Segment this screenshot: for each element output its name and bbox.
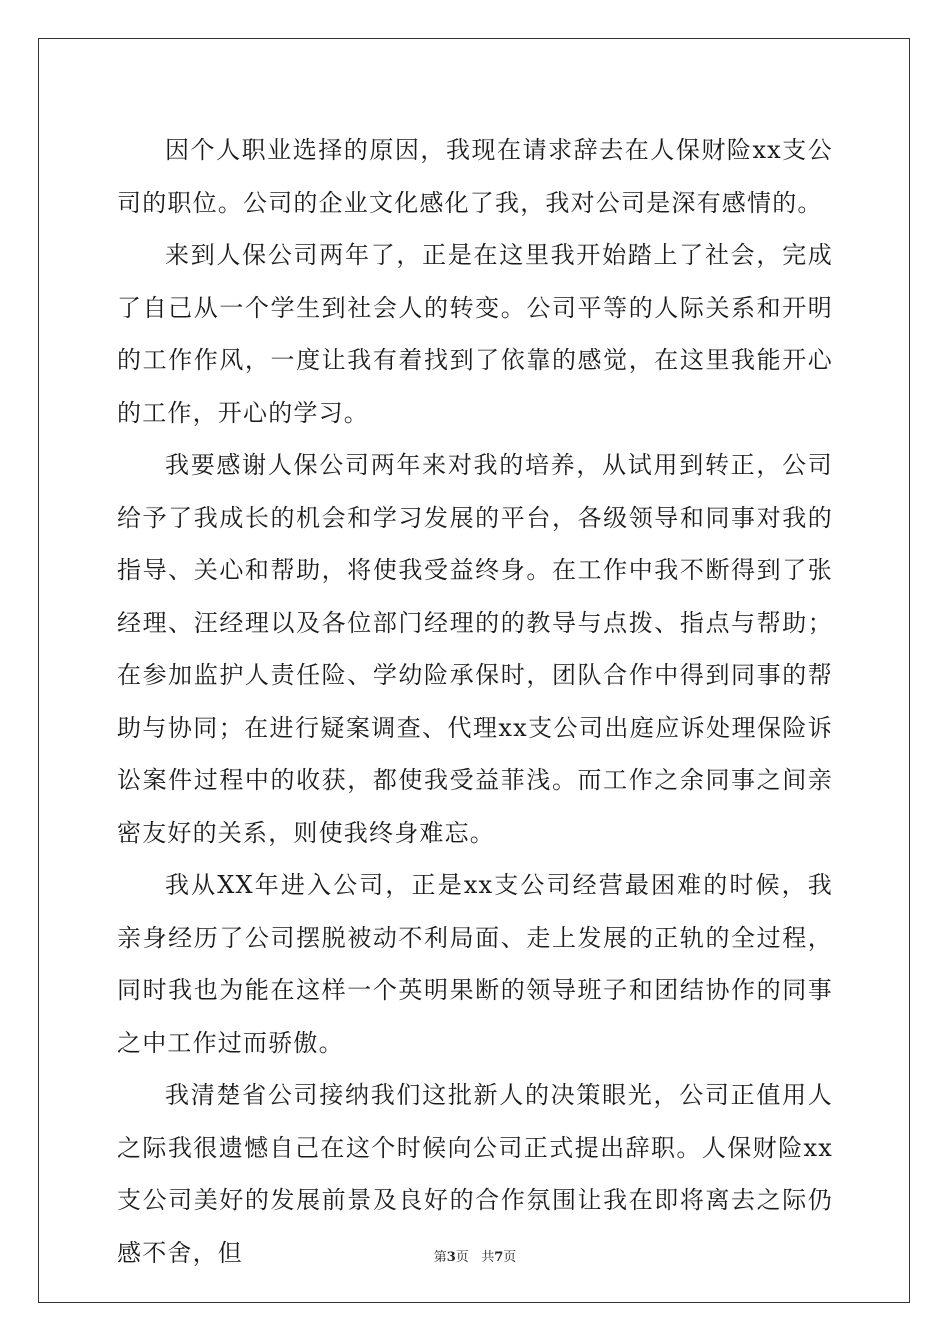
paragraph-5: 我清楚省公司接纳我们这批新人的决策眼光，公司正值用人之际我很遗憾自己在这个时候向公司正式提出辞职。人保财险xx支公司美好的发展前景及良好的合作氛围让我在即将离去之际仍感不舍，但	[117, 1081, 833, 1267]
total-pages: 7	[494, 1250, 504, 1265]
paragraph-1: 因个人职业选择的原因，我现在请求辞去在人保财险xx支公司的职位。公司的企业文化感化了我，我对公司是深有感情的。	[117, 136, 833, 217]
page-prefix: 第	[433, 1250, 447, 1265]
page-number: 3	[446, 1250, 456, 1265]
total-prefix: 共	[481, 1250, 495, 1265]
paragraph-3: 我要感谢人保公司两年来对我的培养，从试用到转正，公司给予了我成长的机会和学习发展的平台，各级领导和同事对我的指导、关心和帮助，将使我受益终身。在工作中我不断得到了张经理、汪经理以及各位部门经理的的教导与点拨、指点与帮助；在参加监护人责任险、学幼险承保时，团队合作中得到同事的帮助与协同；在进行疑案调查、代理xx支公司出庭应诉处理保险诉讼案件过程中的收获，都使我受益菲浅。而工作之余同事之间亲密友好的关系，则使我终身难忘。	[117, 451, 833, 847]
paragraph-4: 我从XX年进入公司，正是xx支公司经营最困难的时候，我亲身经历了公司摆脱被动不利局面、走上发展的正轨的全过程，同时我也为能在这样一个英明果断的领导班子和团结协作的同事之中工作过而骄傲。	[117, 871, 833, 1057]
paragraph-2: 来到人保公司两年了，正是在这里我开始踏上了社会，完成了自己从一个学生到社会人的转变。公司平等的人际关系和开明的工作作风，一度让我有着找到了依靠的感觉，在这里我能开心的工作，开心的学习。	[117, 241, 833, 427]
total-suffix: 页	[503, 1250, 517, 1265]
document-body	[117, 124, 833, 1279]
page-suffix: 页	[455, 1250, 469, 1265]
page-footer	[0, 1246, 950, 1265]
